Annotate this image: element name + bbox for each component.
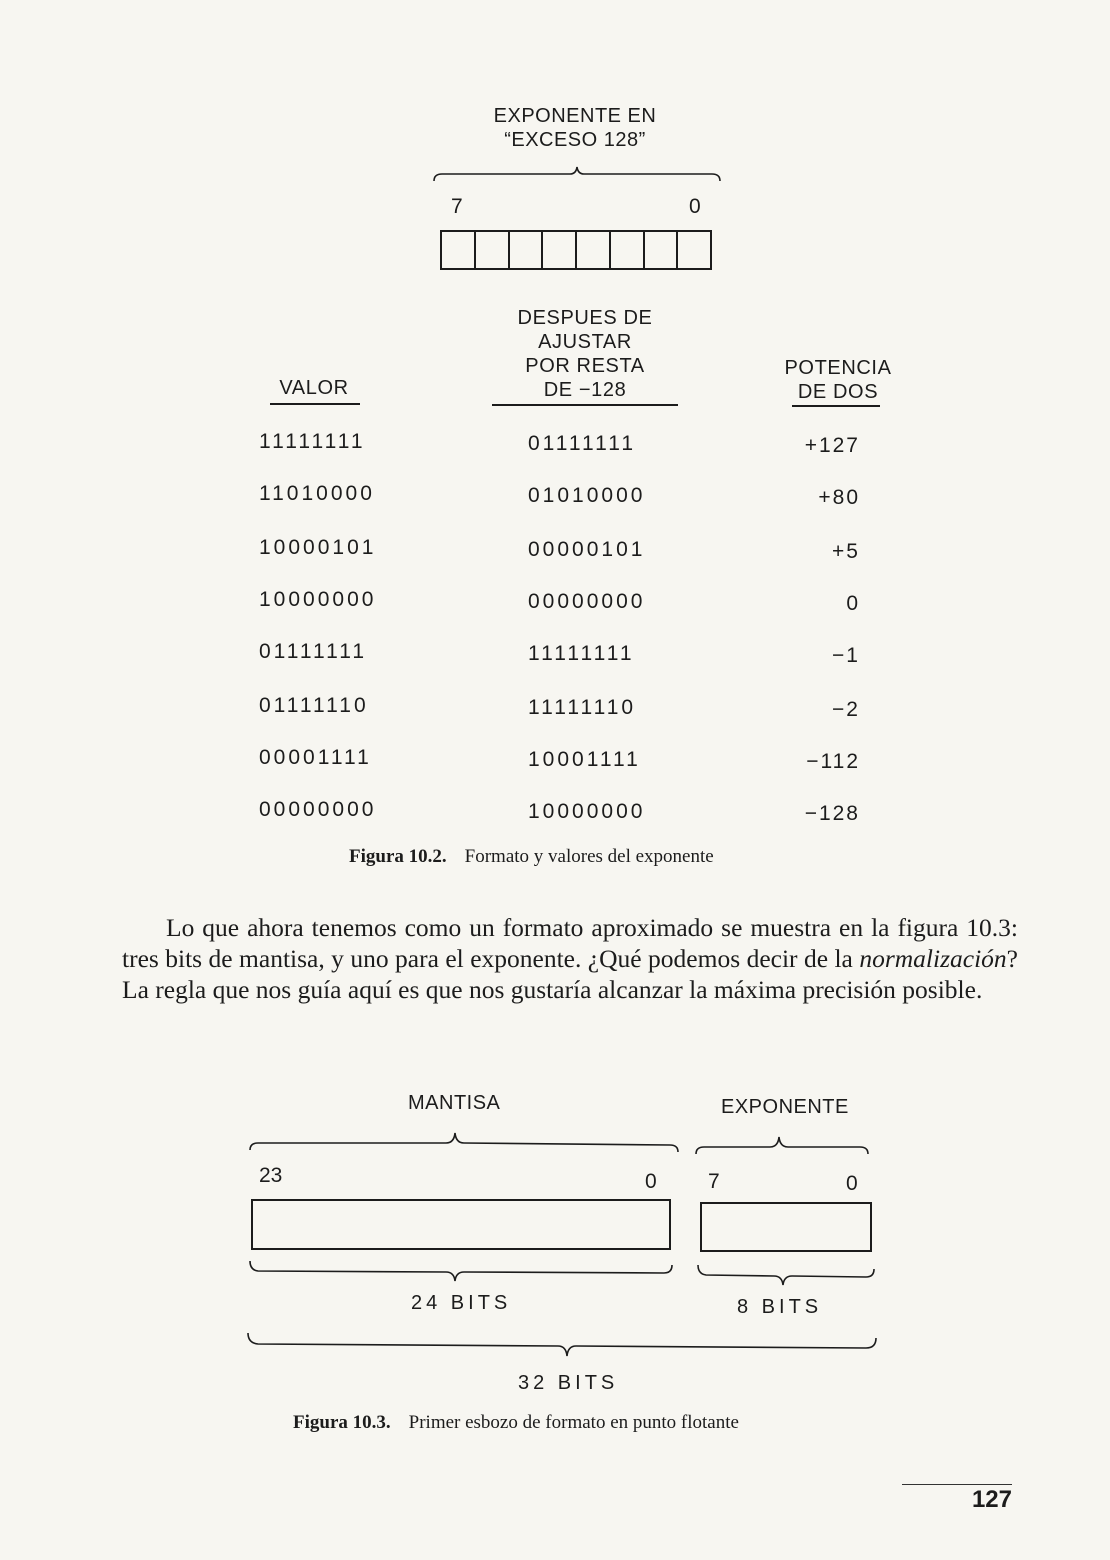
row-despues: 10001111	[528, 748, 641, 771]
figure-10-3-caption	[293, 1412, 739, 1434]
despues-line-1: DESPUES DE	[517, 307, 653, 329]
caption-label: Figura 10.3.	[293, 1412, 391, 1433]
exponent-bit-high: 7	[451, 195, 463, 218]
bit-cell	[510, 232, 544, 268]
paragraph-emphasis: normalización	[859, 944, 1007, 973]
mantisa-label: MANTISA	[408, 1092, 501, 1114]
row-despues: 01010000	[528, 484, 646, 507]
title-line-1: EXPONENTE EN	[493, 105, 657, 127]
despues-line-2: AJUSTAR	[538, 331, 632, 353]
row-valor: 10000000	[259, 588, 377, 611]
row-potencia: +5	[832, 540, 860, 563]
exponente-bits-label: 8 BITS	[737, 1296, 823, 1318]
bit-cell	[476, 232, 510, 268]
bit-cell	[577, 232, 611, 268]
row-despues: 00000000	[528, 590, 646, 613]
despues-line-3: POR RESTA	[525, 355, 645, 377]
caption-text: Formato y valores del exponente	[464, 846, 714, 867]
row-despues: 10000000	[528, 800, 646, 823]
exponent-bit-low: 0	[689, 195, 701, 218]
exponente-label: EXPONENTE	[721, 1096, 849, 1118]
exponent-format-title	[420, 104, 730, 152]
page-number: 127	[971, 1486, 1012, 1513]
total-bits-label: 32 BITS	[518, 1372, 619, 1394]
col-header-valor: VALOR	[279, 377, 349, 399]
exponent-brace	[430, 165, 725, 187]
row-despues: 01111111	[528, 432, 637, 455]
row-valor: 00001111	[259, 746, 372, 769]
exponente-bit-low: 0	[846, 1172, 858, 1195]
bit-cell	[442, 232, 476, 268]
row-potencia: −112	[806, 750, 860, 773]
row-potencia: −2	[832, 698, 860, 721]
row-despues: 11111111	[528, 642, 635, 665]
exponente-top-brace	[692, 1134, 874, 1158]
exponente-box	[700, 1202, 872, 1252]
mantisa-bits-label: 24 BITS	[411, 1292, 512, 1314]
mantisa-bit-low: 0	[645, 1170, 657, 1193]
col-underline-potencia	[792, 405, 880, 407]
row-valor: 01111110	[259, 694, 369, 717]
row-potencia: +80	[818, 486, 860, 509]
row-despues: 00000101	[528, 538, 646, 561]
mantisa-top-brace	[246, 1130, 686, 1154]
row-valor: 10000101	[259, 536, 377, 559]
total-bottom-brace	[244, 1330, 884, 1358]
body-paragraph	[122, 912, 1018, 1005]
mantisa-box	[251, 1199, 671, 1250]
row-potencia: +127	[804, 434, 860, 457]
row-valor: 11010000	[259, 482, 375, 505]
row-potencia: −1	[832, 644, 860, 667]
paragraph-part-1: Lo que ahora tenemos como un formato aproximado se muestra en la figura 10.3: tres bits de mantisa, y uno para el exponente. ¿Qué podemos decir de la	[122, 913, 1018, 973]
mantisa-bottom-brace	[246, 1258, 680, 1284]
page-number-rule	[902, 1484, 1012, 1485]
exponent-byte-box	[440, 230, 712, 270]
col-underline-despues	[492, 404, 678, 406]
caption-text: Primer esbozo de formato en punto flotante	[408, 1412, 739, 1433]
bit-cell	[543, 232, 577, 268]
bit-cell	[678, 232, 710, 268]
title-line-2: “EXCESO 128”	[504, 129, 646, 151]
row-valor: 11111111	[259, 430, 366, 453]
bit-cell	[611, 232, 645, 268]
row-valor: 01111111	[259, 640, 368, 663]
paragraph-part-2: ? La regla que nos guía aquí es que nos gustaría alcanzar la máxima precisión posible.	[122, 944, 1018, 1004]
col-header-despues	[480, 306, 690, 402]
col-header-potencia	[778, 356, 898, 404]
caption-label: Figura 10.2.	[349, 846, 447, 867]
mantisa-bit-high: 23	[259, 1164, 283, 1187]
potencia-line-1: POTENCIA	[784, 357, 892, 379]
col-underline-valor	[270, 403, 360, 405]
despues-line-4: DE −128	[543, 379, 627, 401]
figure-10-2-caption	[349, 846, 714, 868]
bit-cell	[645, 232, 679, 268]
row-despues: 11111110	[528, 696, 637, 719]
row-potencia: 0	[846, 592, 860, 615]
potencia-line-2: DE DOS	[797, 381, 879, 403]
row-valor: 00000000	[259, 798, 377, 821]
row-potencia: −128	[804, 802, 860, 825]
exponente-bottom-brace	[694, 1262, 880, 1288]
exponente-bit-high: 7	[708, 1170, 720, 1193]
